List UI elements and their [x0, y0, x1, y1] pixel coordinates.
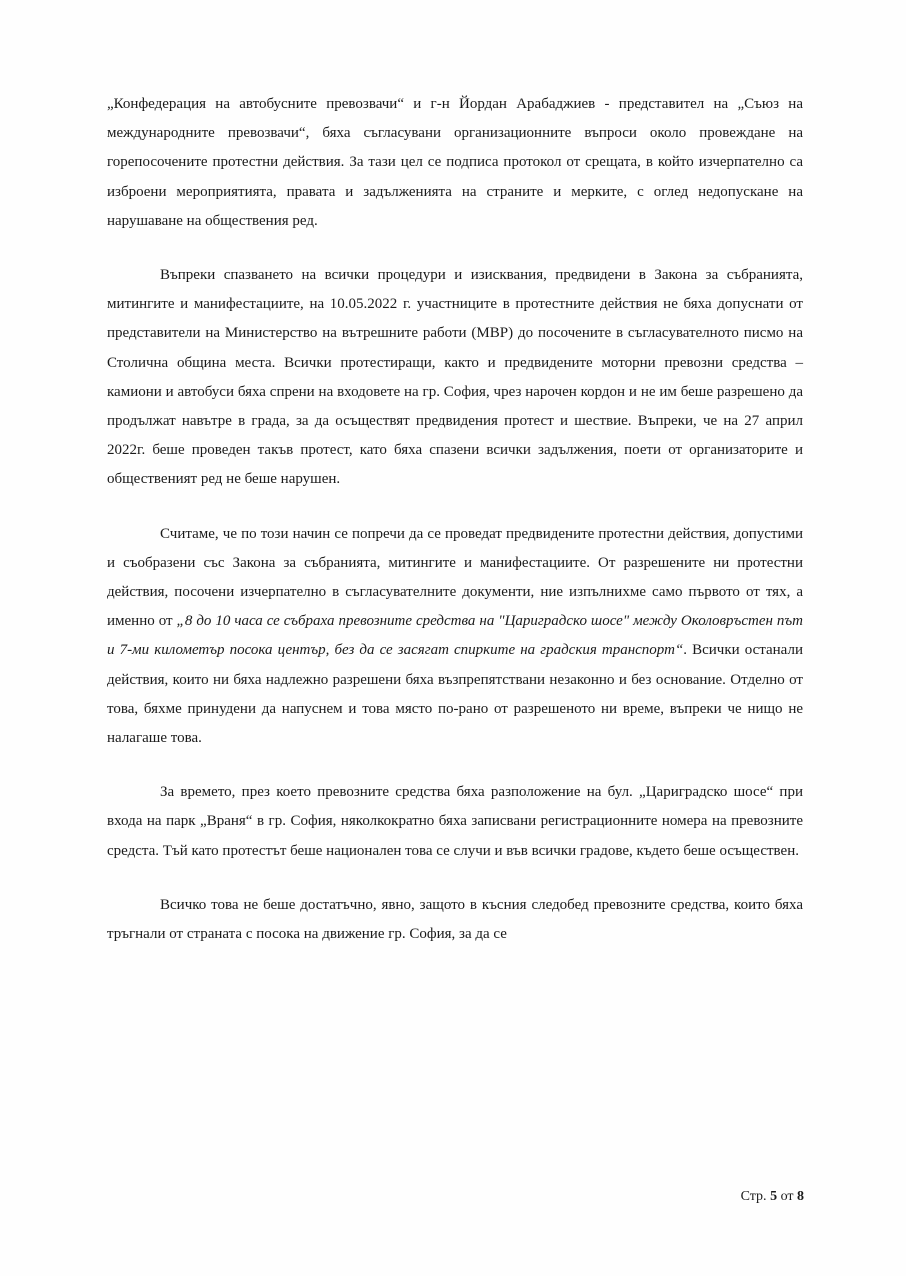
page-number: [741, 1187, 804, 1207]
paragraph-3: [107, 520, 803, 754]
paragraph-3-text-before: Считаме, че по този начин се попречи да се проведат предвидените протестни действия, допустими и съобразени със Закона за събранията, митингите и манифестациите. От разрешените ни протестни действия, посочени изчерпателно в съгласувателните документи, ние изпълнихме само първото от тях, а именно от: [107, 525, 803, 630]
page-number-middle: от: [777, 1189, 797, 1204]
paragraph-5: Всичко това не беше достатъчно, явно, защото в късния следобед превозните средства, които бяха тръгнали от страната с посока на движение гр. София, за да се: [107, 896, 803, 943]
page-number-current: 5: [770, 1189, 778, 1204]
page-number-total: 8: [797, 1189, 804, 1204]
paragraph-3-text-after: . Всички останали действия, които ни бяха надлежно разрешени бяха възпрепятствани незаконно и без основание. Отделно от това, бяхме принудени да напуснем и това място по-рано от разрешеното ни време, въпреки че нищо не налагаше това.: [107, 642, 803, 747]
page-number-prefix: Стр.: [740, 1189, 771, 1204]
paragraph-4: За времето, през което превозните средства бяха разположение на бул. „Цариградско шосе“ при входа на парк „Враня“ в гр. София, няколкократно бяха записвани регистрационните номера на превозните средста. Тъй като протестът беше национален това се случи и във всички градове, където беше осъществен.: [107, 784, 803, 859]
paragraph-1: „Конфедерация на автобусните превозвачи“ и г-н Йордан Арабаджиев - представител на „Съюз на международните превозвачи“, бяха съгласувани организационните въпроси около провеждане на горепосочените протестни действия. За тази цел се подписа протокол от срещата, в който изчерпателно са изброени мероприятията, правата и задълженията на страните и мерките, с оглед недопускане на нарушаване на обществения ред.: [107, 96, 803, 229]
paragraph-2: Въпреки спазването на всички процедури и изисквания, предвидени в Закона за събранията, митингите и манифестациите, на 10.05.2022 г. участниците в протестните действия не бяха допуснати от представители на Министерство на вътрешните работи (МВР) до посочените в съгласувателното писмо на Столична община места. Всички протестиращи, както и предвидените моторни превозни средства – камиони и автобуси бяха спрени на входовете на гр. София, чрез нарочен кордон и не им беше разрешено да продължат навътре в града, за да осъществят предвидения протест и шествие. Въпреки, че на 27 април 2022г. беше проведен такъв протест, като бяха спазени всички задължения, поети от организаторите и общественият ред не беше нарушен.: [107, 267, 803, 488]
paragraph-3-quote: „8 до 10 часа се събраха превозните средства на "Цариградско шосе" между Околовръстен път и 7-ми километър посока център, без да се засягат спирките на градския транспорт“: [107, 613, 804, 659]
document-body: [107, 90, 803, 974]
